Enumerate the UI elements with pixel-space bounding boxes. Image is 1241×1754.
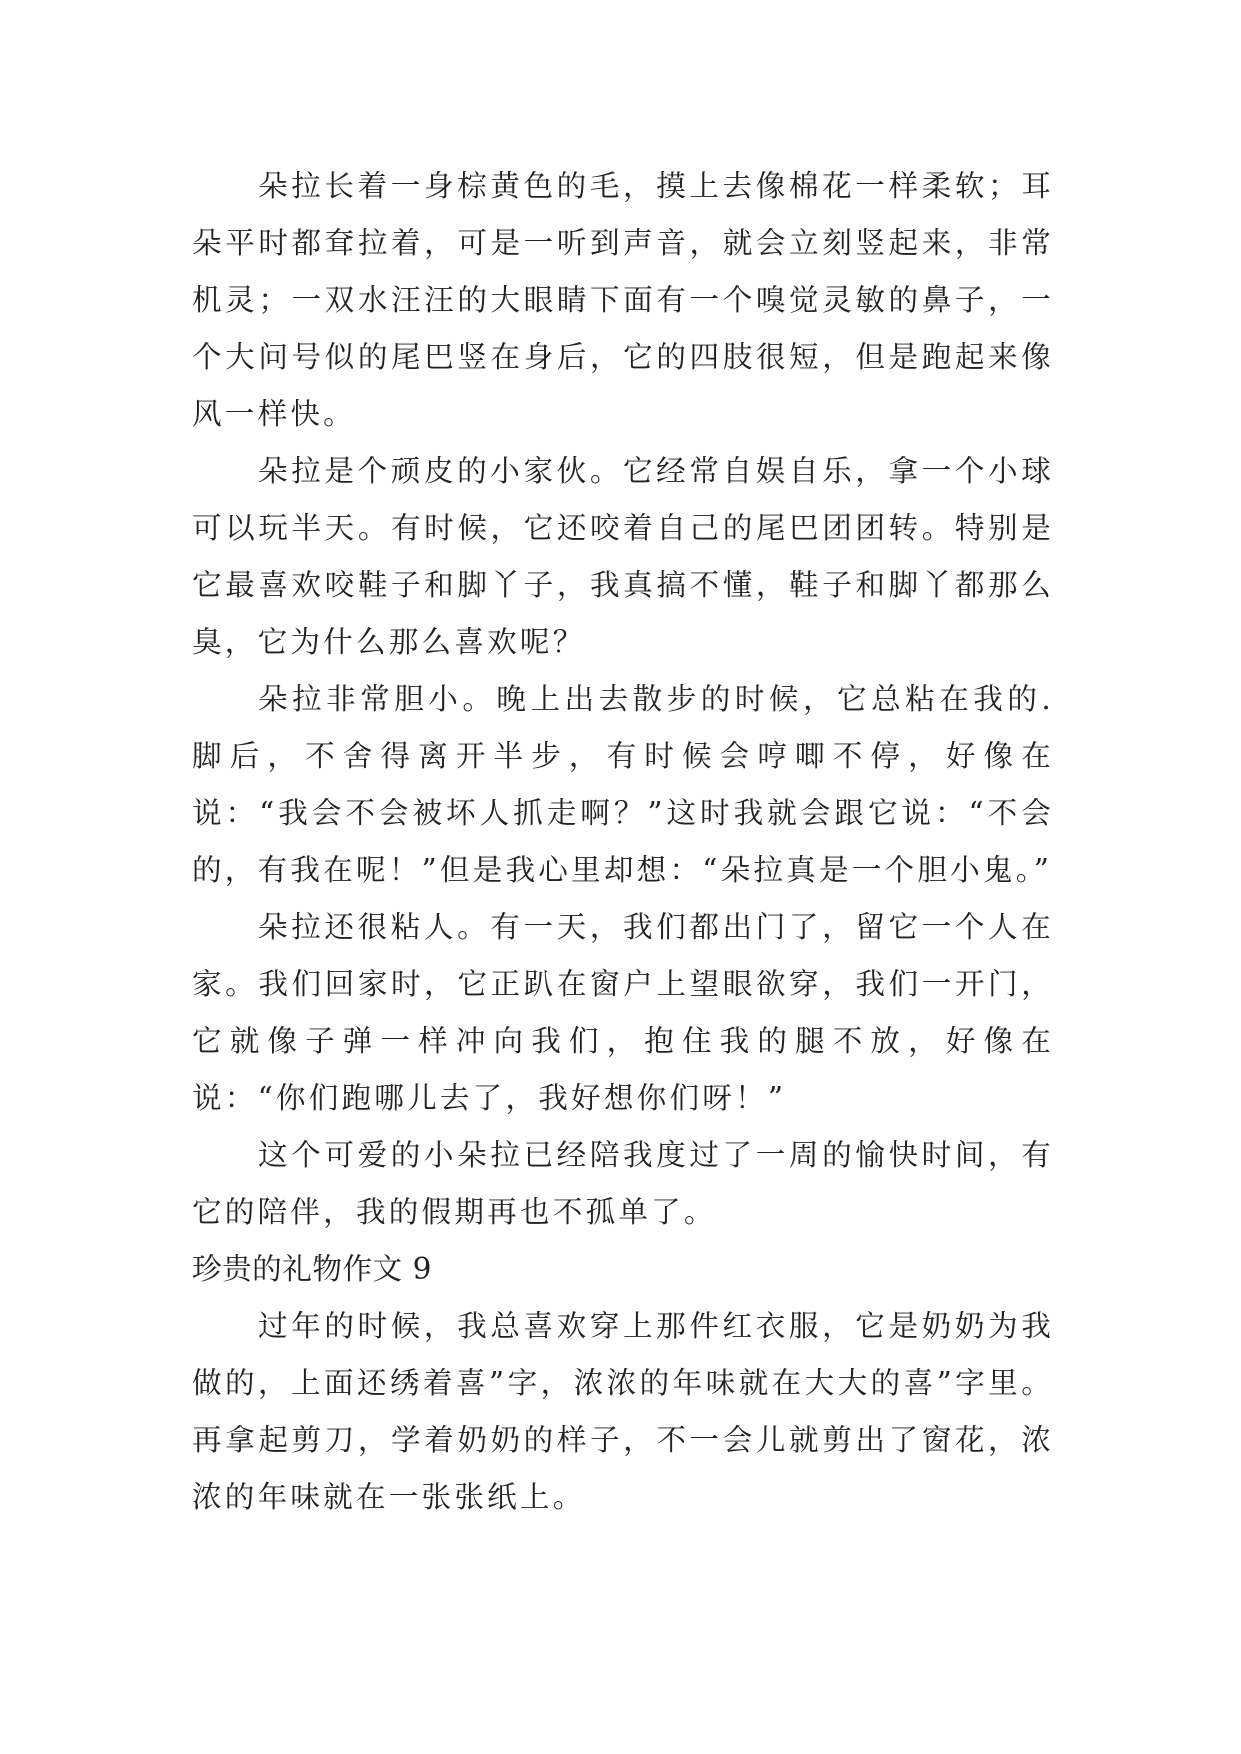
paragraph-new-year: 过年的时候，我总喜欢穿上那件红衣服，它是奶奶为我做的，上面还绣着喜”字，浓浓的年味就在大大的喜”字里。再拿起剪刀，学着奶奶的样子，不一会儿就剪出了窗花，浓浓的年味就在一张张纸上。 [192, 1309, 1054, 1514]
paragraph-dora-appearance: 朵拉长着一身棕黄色的毛，摸上去像棉花一样柔软；耳朵平时都耷拉着，可是一听到声音，就会立刻竖起来，非常机灵；一双水汪汪的大眼睛下面有一个嗅觉灵敏的鼻子，一个大问号似的尾巴竖在身后，它的四肢很短，但是跑起来像风一样快。 [192, 169, 1054, 431]
essay-heading: 珍贵的礼物作文 9 [192, 1252, 432, 1286]
paragraph-dora-clingy: 朵拉还很粘人。有一天，我们都出门了，留它一个人在家。我们回家时，它正趴在窗户上望眼欲穿，我们一开门，它就像子弹一样冲向我们，抱住我的腿不放，好像在说：“你们跑哪儿去了，我好想你们呀！” [192, 910, 1054, 1115]
paragraph-dora-naughty: 朵拉是个顽皮的小家伙。它经常自娱自乐，拿一个小球可以玩半天。有时候，它还咬着自己的尾巴团团转。特别是它最喜欢咬鞋子和脚丫子，我真搞不懂，鞋子和脚丫都那么臭，它为什么那么喜欢呢？ [192, 454, 1054, 659]
paragraph-dora-closing: 这个可爱的小朵拉已经陪我度过了一周的愉快时间，有它的陪伴，我的假期再也不孤单了。 [192, 1138, 1054, 1229]
document-body [192, 158, 1054, 1526]
paragraph-dora-timid: 朵拉非常胆小。晚上出去散步的时候，它总粘在我的.脚后，不舍得离开半步，有时候会哼唧不停，好像在说：“我会不会被坏人抓走啊？”这时我就会跟它说：“不会的，有我在呢！”但是我心里却想：“朵拉真是一个胆小鬼。” [192, 682, 1054, 887]
